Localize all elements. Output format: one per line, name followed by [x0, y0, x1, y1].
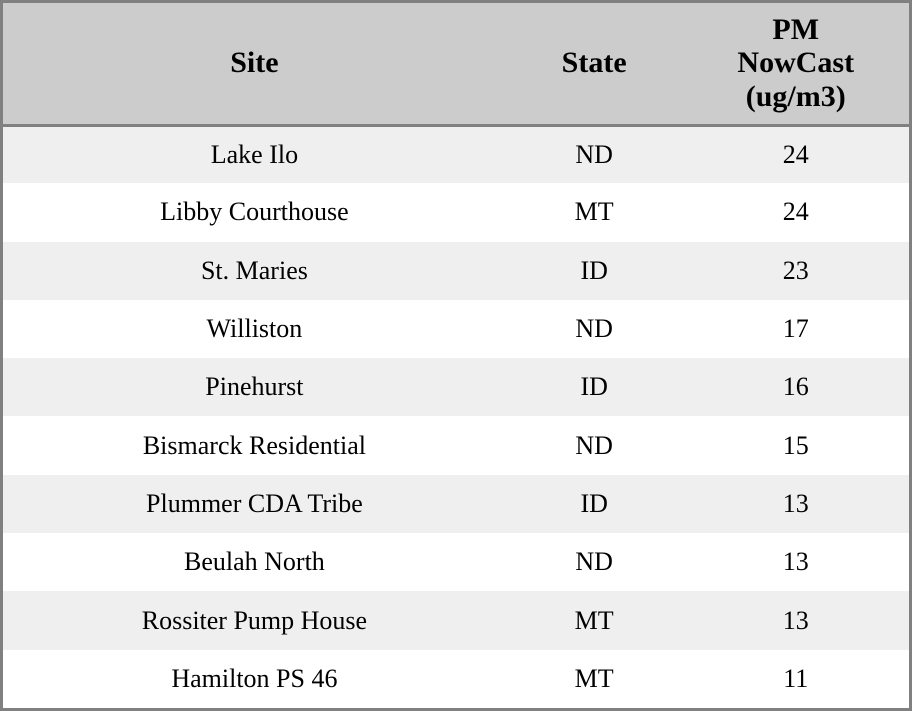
cell-state: MT	[574, 197, 614, 227]
table-row	[3, 475, 909, 533]
cell-site: Pinehurst	[205, 372, 304, 402]
cell-site: Bismarck Residential	[142, 430, 366, 460]
table-row	[3, 358, 909, 416]
column-header-pm-nowcast	[682, 3, 909, 125]
cell-state: ND	[575, 547, 613, 577]
cell-value: 16	[782, 372, 809, 402]
cell-state: ID	[580, 372, 608, 402]
column-header-pm-nowcast-line-3: (ug/m3)	[745, 80, 846, 114]
table-row	[3, 183, 909, 241]
cell-site: Libby Courthouse	[160, 197, 349, 227]
cell-state: ND	[575, 314, 613, 344]
cell-state: ND	[575, 430, 613, 460]
table-row	[3, 125, 909, 183]
cell-state: ND	[575, 139, 613, 169]
cell-site: Beulah North	[184, 547, 325, 577]
cell-value: 13	[782, 488, 809, 518]
cell-value: 15	[782, 430, 809, 460]
table-row	[3, 300, 909, 358]
cell-site: Williston	[206, 314, 303, 344]
column-header-site	[3, 3, 506, 125]
cell-state: ID	[580, 488, 608, 518]
column-header-site-line-1: Site	[230, 46, 279, 80]
cell-value: 17	[782, 314, 809, 344]
cell-site: St. Maries	[200, 255, 308, 285]
table-row	[3, 650, 909, 708]
column-header-pm-nowcast-line-1: PM	[772, 12, 820, 46]
cell-site: Lake Ilo	[210, 139, 299, 169]
column-header-state	[506, 3, 683, 125]
column-header-state-line-1: State	[561, 46, 627, 80]
cell-state: MT	[574, 663, 614, 693]
table-header	[3, 3, 909, 125]
table-row	[3, 591, 909, 649]
table-row	[3, 242, 909, 300]
cell-site: Rossiter Pump House	[141, 605, 368, 635]
cell-value: 24	[782, 139, 809, 169]
cell-value: 13	[782, 547, 809, 577]
table-body	[3, 125, 909, 708]
cell-value: 24	[782, 197, 809, 227]
cell-state: ID	[580, 255, 608, 285]
column-header-pm-nowcast-line-2: NowCast	[737, 46, 855, 80]
table-header-row	[3, 3, 909, 125]
cell-site: Hamilton PS 46	[171, 663, 338, 693]
cell-value: 11	[783, 663, 809, 693]
cell-value: 13	[782, 605, 809, 635]
pm-nowcast-table	[3, 3, 909, 708]
cell-state: MT	[574, 605, 614, 635]
table-row	[3, 416, 909, 474]
cell-site: Plummer CDA Tribe	[146, 488, 363, 518]
cell-value: 23	[782, 255, 809, 285]
table-row	[3, 533, 909, 591]
